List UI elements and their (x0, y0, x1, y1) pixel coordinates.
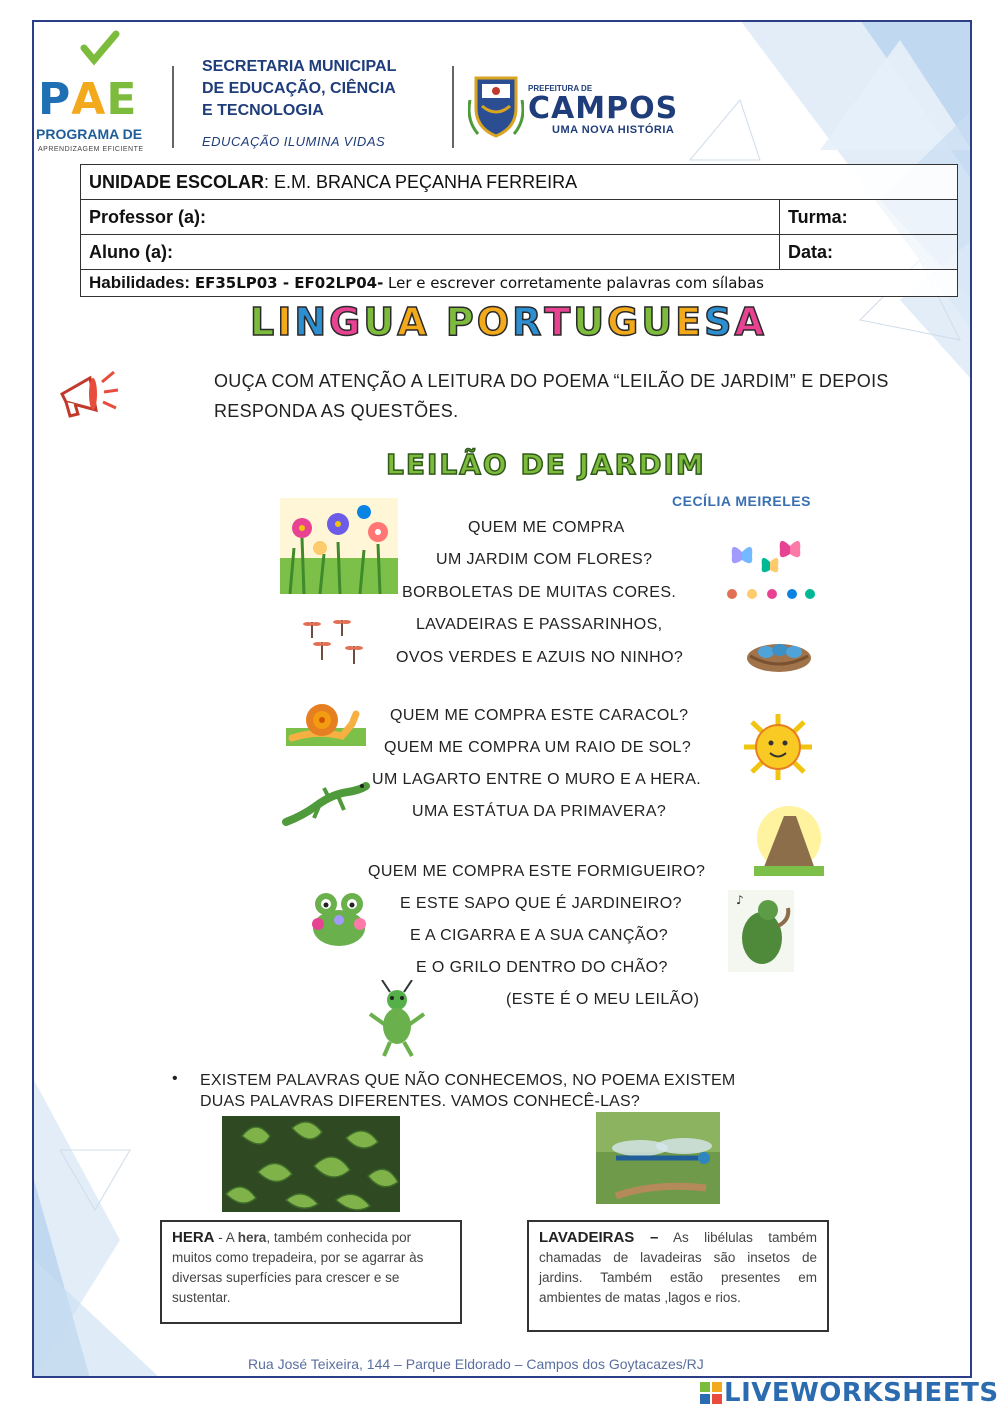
poem-line: QUEM ME COMPRA UM RAIO DE SOL? (384, 739, 692, 756)
header-divider-2 (452, 66, 454, 148)
pae-letter-e: E (106, 74, 138, 125)
liveworksheets-logo-icon (700, 1382, 722, 1404)
secretaria-motto: EDUCAÇÃO ILUMINA VIDAS (202, 134, 386, 149)
subject-letter: I (277, 300, 295, 344)
cicada-illustration (728, 890, 794, 972)
habilidades-codes: EF35LP03 - EF02LP04- (194, 274, 384, 292)
pae-subtitle-small: APRENDIZAGEM EFICIENTE (38, 146, 144, 153)
poem-line: OVOS VERDES E AZUIS NO NINHO? (396, 649, 684, 666)
lizard-illustration (282, 776, 370, 828)
turma-field[interactable] (780, 200, 958, 235)
subject-letter: O (476, 300, 513, 344)
flower-garden-illustration (280, 498, 398, 594)
unidade-cell (81, 165, 958, 200)
lavadeiras-definition-box (527, 1220, 829, 1332)
svg-text:♪: ♪ (736, 893, 744, 907)
subject-letter: T (544, 300, 574, 344)
subject-letter: A (734, 300, 767, 344)
poem-line: (ESTE É O MEU LEILÃO) (506, 991, 700, 1008)
prefeitura-small: PREFEITURA DE (528, 84, 593, 93)
poem-line: QUEM ME COMPRA ESTE CARACOL? (390, 707, 689, 724)
professor-field[interactable] (81, 200, 780, 235)
subject-letter: U (641, 300, 676, 344)
pae-logo (36, 30, 146, 160)
butterflies-illustration (722, 532, 818, 606)
poem-line: QUEM ME COMPRA ESTE FORMIGUEIRO? (368, 863, 706, 880)
poem-line: BORBOLETAS DE MUITAS CORES. (402, 584, 677, 601)
hera-ivy-photo (222, 1116, 400, 1212)
prefeitura-slogan: UMA NOVA HISTÓRIA (552, 124, 675, 136)
pae-letter-a: A (71, 74, 107, 125)
subject-letter: P (445, 300, 477, 344)
subject-letter: A (397, 300, 430, 344)
liveworksheets-watermark (700, 1378, 999, 1408)
sun-illustration (740, 712, 816, 782)
hera-definition-box (160, 1220, 462, 1324)
poem-line: LAVADEIRAS E PASSARINHOS, (416, 616, 663, 633)
lavadeiras-term: LAVADEIRAS – (539, 1229, 659, 1246)
hera-sep: - A (214, 1230, 238, 1245)
pae-subtitle: PROGRAMA DE (36, 126, 143, 142)
question-line-1: EXISTEM PALAVRAS QUE NÃO CONHECEMOS, NO POEMA EXISTEM (200, 1072, 736, 1089)
question-line-2: DUAS PALAVRAS DIFERENTES. VAMOS CONHECÊ-LAS? (200, 1093, 641, 1110)
megaphone-icon (56, 364, 122, 426)
subject-letter: G (329, 300, 364, 344)
snail-illustration (286, 694, 366, 746)
poem-title: LEILÃO DE JARDIM (386, 448, 706, 481)
subject-letter: U (573, 300, 608, 344)
habilidades-label: Habilidades: (89, 273, 191, 292)
subject-letter (430, 300, 446, 344)
habilidades-description: Ler e escrever corretamente palavras com sílabas (388, 274, 764, 292)
secretaria-title (202, 56, 396, 122)
liveworksheets-text: LIVEWORKSHEETS (724, 1378, 999, 1408)
subject-letter: G (607, 300, 642, 344)
subject-title (250, 300, 767, 344)
poem-line: UMA ESTÁTUA DA PRIMAVERA? (412, 803, 667, 820)
subject-letter: N (294, 300, 330, 344)
frog-illustration (304, 884, 374, 950)
subject-letter: E (675, 300, 705, 344)
unidade-value: : E.M. BRANCA PEÇANHA FERREIRA (264, 171, 578, 192)
poem-line: E ESTE SAPO QUE É JARDINEIRO? (400, 895, 682, 912)
poem-line: E A CIGARRA E A SUA CANÇÃO? (410, 927, 669, 944)
question-bullet: • (172, 1070, 178, 1087)
subject-letter: R (512, 300, 545, 344)
checkmark-icon (80, 30, 120, 66)
secretaria-line-2: DE EDUCAÇÃO, CIÊNCIA (202, 80, 396, 97)
hera-bold: hera (237, 1230, 267, 1245)
poem-line: E O GRILO DENTRO DO CHÃO? (416, 959, 668, 976)
poem-line: UM LAGARTO ENTRE O MURO E A HERA. (372, 771, 702, 788)
aluno-field[interactable] (81, 235, 780, 270)
unidade-label: UNIDADE ESCOLAR (89, 171, 265, 192)
habilidades-cell (81, 270, 958, 297)
instruction-text: OUÇA COM ATENÇÃO A LEITURA DO POEMA “LEILÃO DE JARDIM” E DEPOIS RESPONDA AS QUESTÕES. (214, 371, 889, 421)
cricket-illustration (366, 980, 428, 1060)
header-divider-1 (172, 66, 174, 148)
subject-letter: L (250, 300, 278, 344)
secretaria-line-3: E TECNOLOGIA (202, 102, 324, 119)
poem-line: UM JARDIM COM FLORES? (436, 551, 653, 568)
anthill-illustration (754, 802, 824, 876)
prefeitura-campos: CAMPOS (528, 91, 679, 126)
dragonflies-illustration (298, 612, 370, 670)
data-field[interactable] (780, 235, 958, 270)
subject-letter: U (363, 300, 398, 344)
campos-coat-of-arms-icon (468, 70, 524, 140)
aluno-label: Aluno (a): (89, 241, 173, 262)
poem-line: QUEM ME COMPRA (468, 519, 625, 536)
secretaria-line-1: SECRETARIA MUNICIPAL (202, 58, 397, 75)
school-info-table (80, 164, 958, 297)
bird-nest-illustration (744, 632, 814, 674)
footer-address: Rua José Teixeira, 144 – Parque Eldorado – Campos dos Goytacazes/RJ (248, 1356, 704, 1372)
data-label: Data: (788, 241, 834, 262)
turma-label: Turma: (788, 206, 848, 227)
poem-author: CECÍLIA MEIRELES (672, 493, 811, 509)
hera-text: , também conhecida por muitos como trepadeira, por se agarrar às diversas superfícies para crescer e se sustentar. (172, 1230, 424, 1305)
pae-letter-p: P (38, 74, 72, 125)
subject-letter: S (704, 300, 735, 344)
lavadeiras-text: As libélulas também chamadas de lavadeiras são insetos de jardins. Também estão presentes em ambientes de matas ,lagos e rios. (539, 1230, 817, 1305)
hera-term: HERA (172, 1229, 215, 1246)
question-text (200, 1070, 735, 1112)
professor-label: Professor (a): (89, 206, 207, 227)
pae-letters (38, 74, 137, 125)
dragonfly-photo (596, 1112, 720, 1204)
